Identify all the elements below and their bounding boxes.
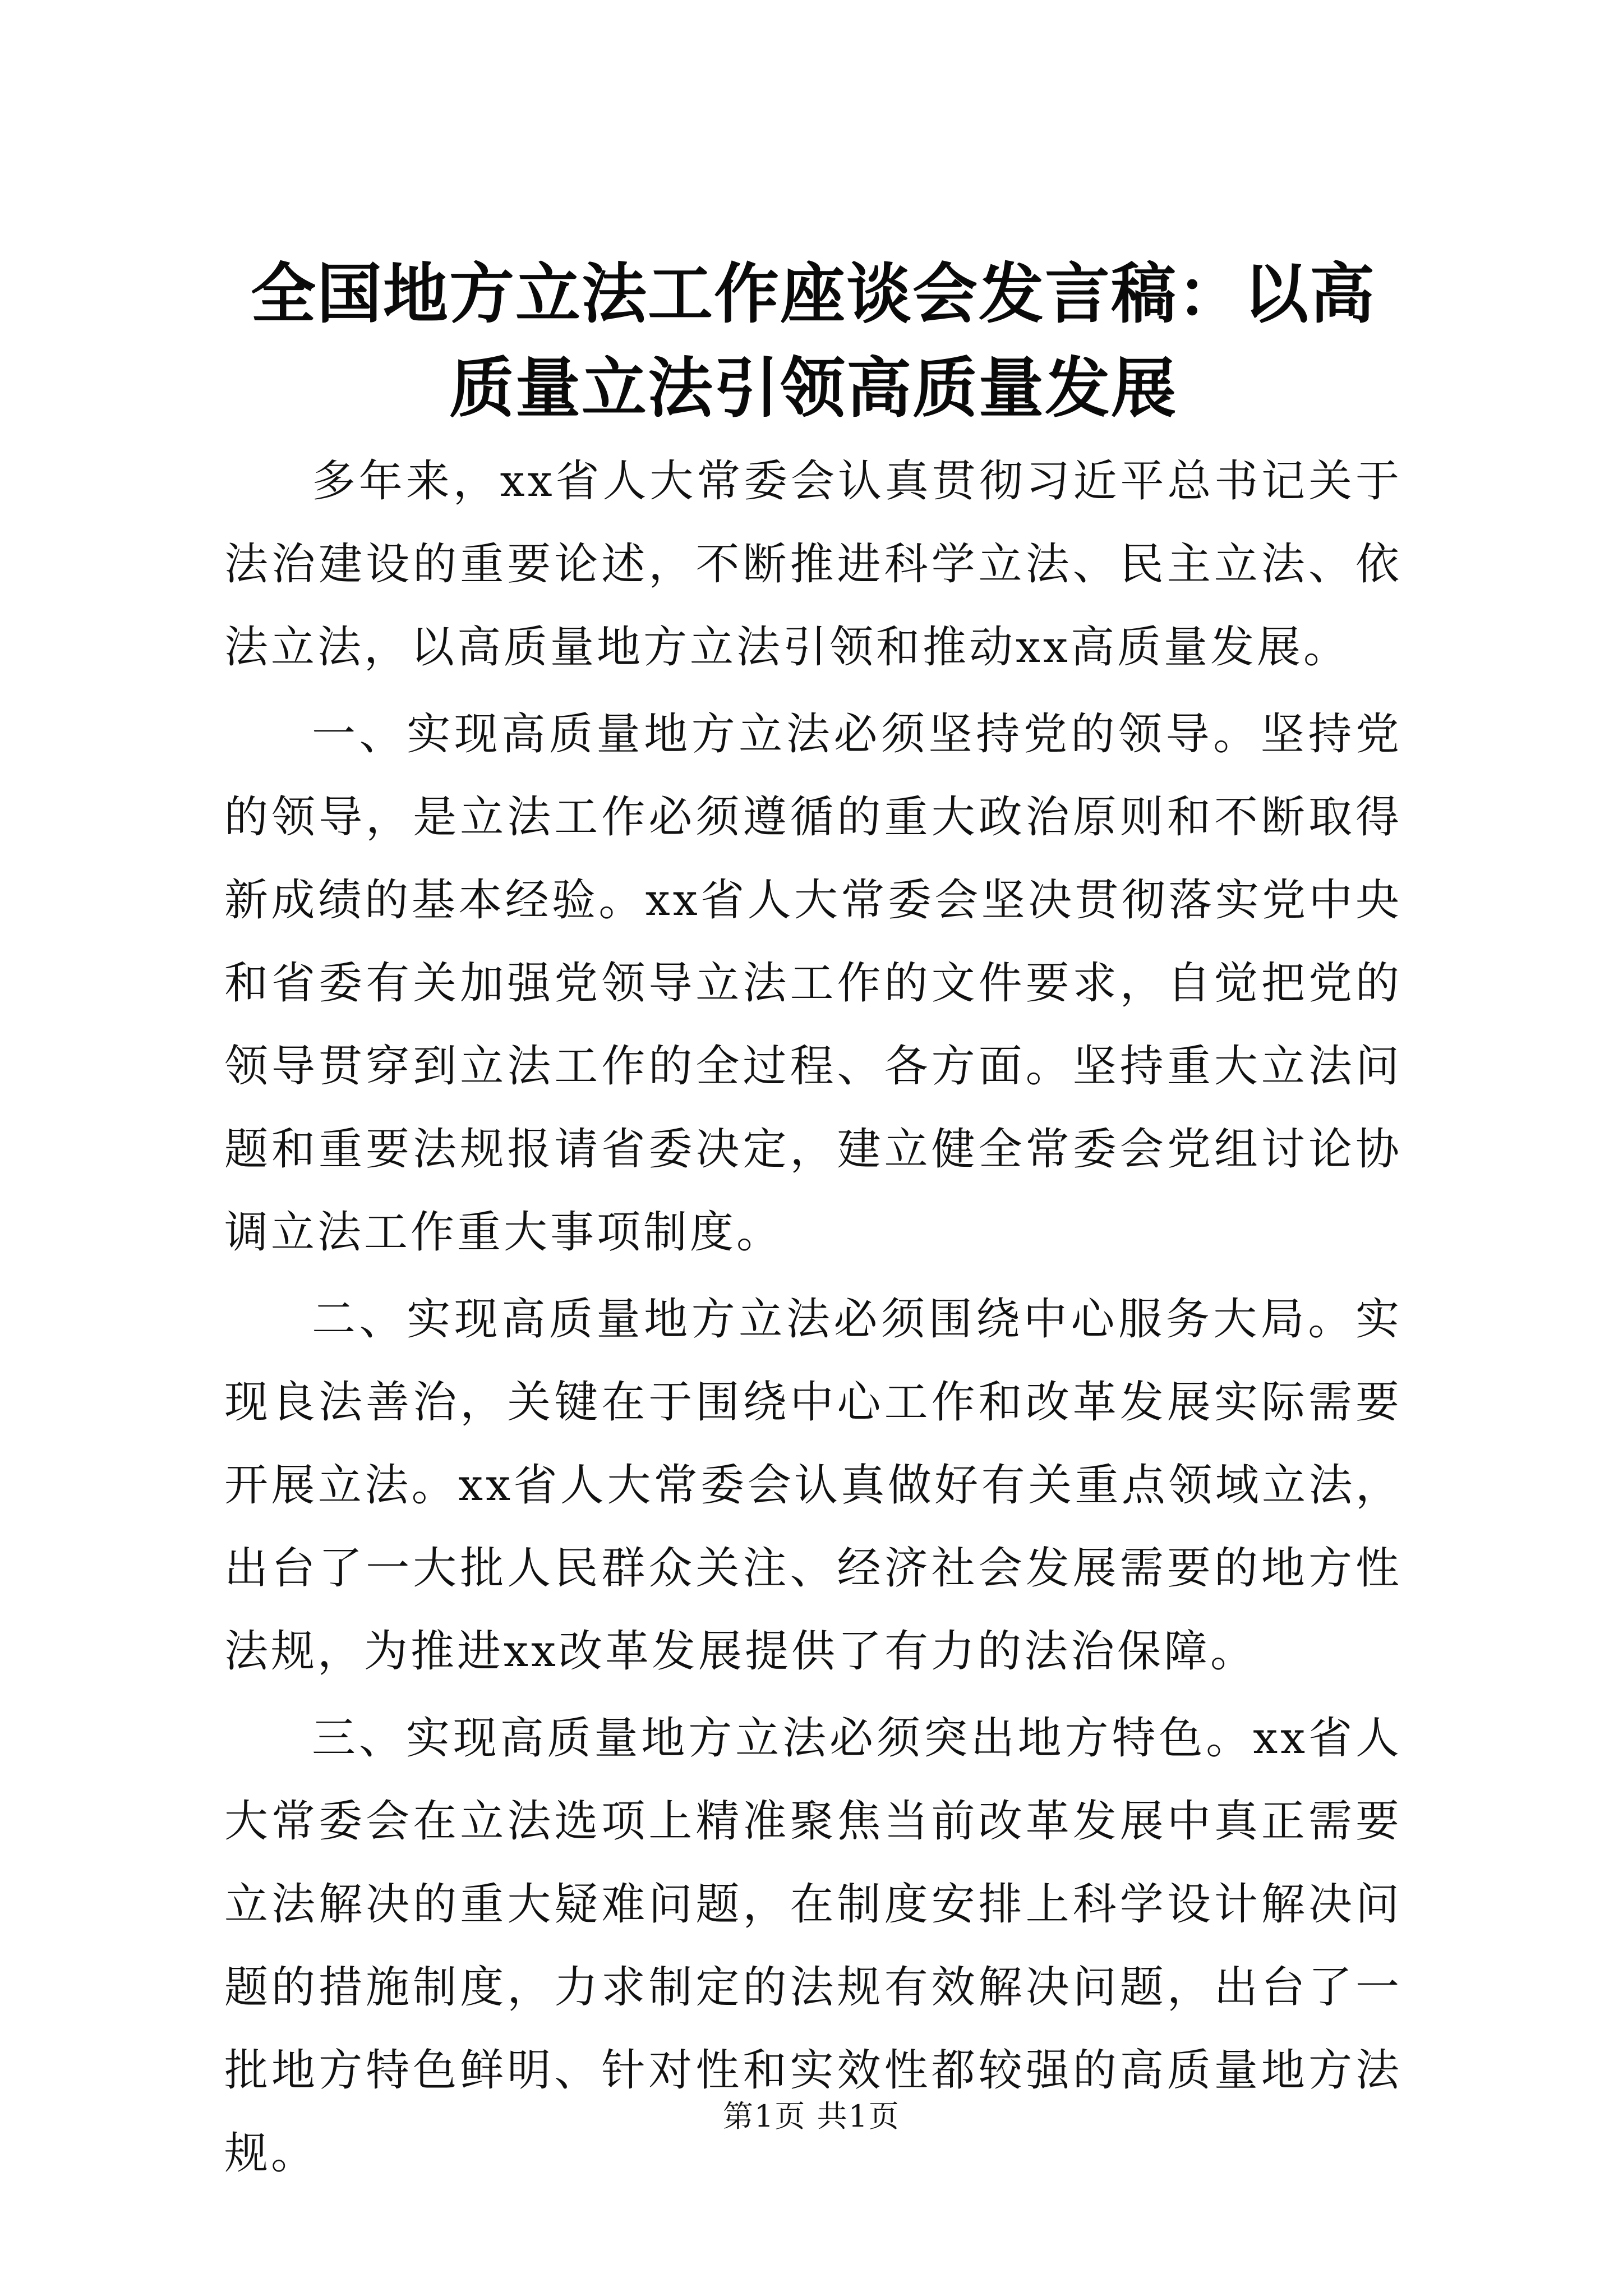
page-number-footer: 第1页 共1页 <box>723 2099 900 2134</box>
paragraph-party-leadership: 一、实现高质量地方立法必须坚持党的领导。坚持党的领导，是立法工作必须遵循的重大政治原则和不断取得新成绩的基本经验。xx省人大常委会坚决贯彻落实党中央和省委有关加强党领导立法工作的文件要求，自觉把党的领导贯穿到立法工作的全过程、各方面。坚持重大立法问题和重要法规报请省委决定，建立健全常委会党组讨论协调立法工作重大事项制度。 <box>224 709 1402 1258</box>
document-body <box>224 247 1402 2199</box>
paragraph-local-features: 三、实现高质量地方立法必须突出地方特色。xx省人大常委会在立法选项上精准聚焦当前改革发展中真正需要立法解决的重大疑难问题，在制度安排上科学设计解决问题的措施制度，力求制定的法规有效解决问题，出台了一批地方特色鲜明、针对性和实效性都较强的高质量地方法规。 <box>224 1713 1402 2179</box>
paragraph-serve-overall: 二、实现高质量地方立法必须围绕中心服务大局。实现良法善治，关键在于围绕中心工作和改革发展实际需要开展立法。xx省人大常委会认真做好有关重点领域立法，出台了一大批人民群众关注、经济社会发展需要的地方性法规，为推进xx改革发展提供了有力的法治保障。 <box>224 1294 1402 1677</box>
document-title: 全国地方立法工作座谈会发言稿：以高质量立法引领高质量发展 <box>251 256 1376 426</box>
paragraph-intro: 多年来，xx省人大常委会认真贯彻习近平总书记关于法治建设的重要论述，不断推进科学立法、民主立法、依法立法，以高质量地方立法引领和推动xx高质量发展。 <box>224 456 1402 673</box>
